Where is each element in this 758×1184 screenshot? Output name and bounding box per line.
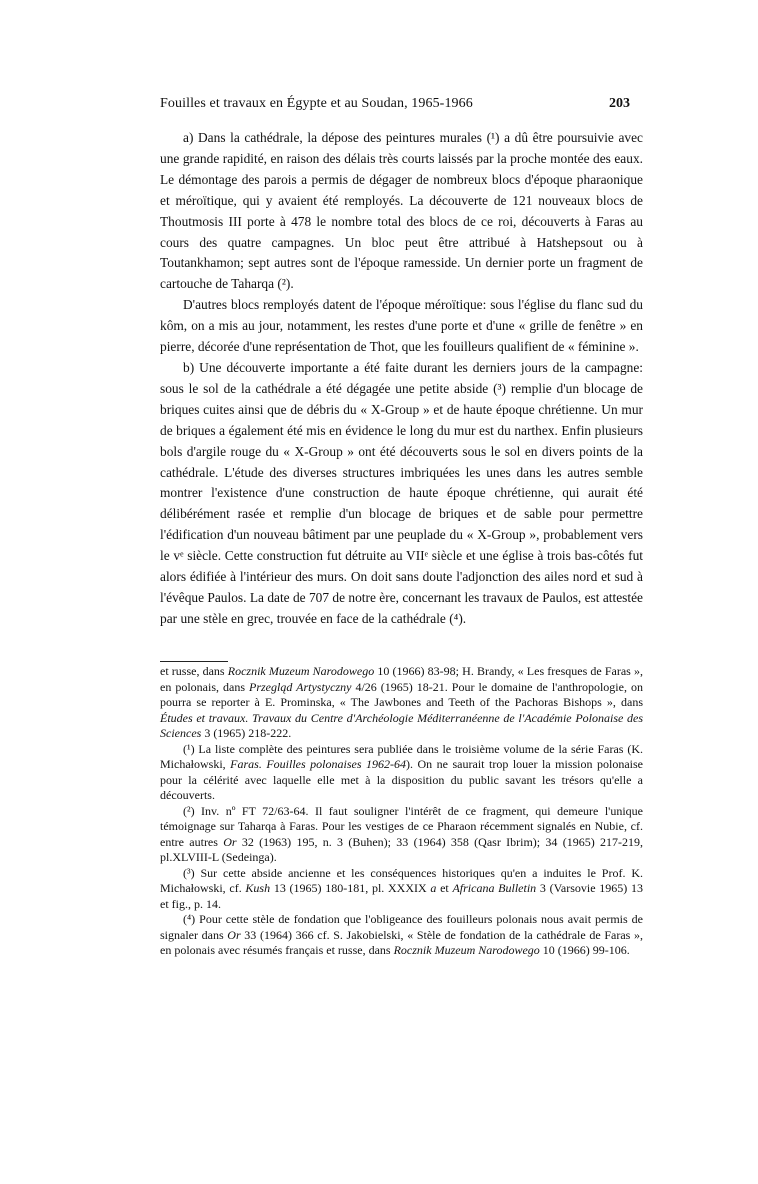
footnotes — [160, 664, 643, 959]
footnote-separator — [160, 661, 228, 662]
main-text — [160, 128, 643, 630]
paragraph-b: b) Une découverte importante a été faite durant les derniers jours de la campagne: sous le sol de la cathédrale a été dégagée une petite abside (³) remplie d'un blocage de briques cuites ainsi que de débris du « X-Group » et de haute époque chrétienne. Un mur de briques a également été mis en évidence le long du mur est du narthex. Enfin plusieurs bols d'argile rouge du « X-Group » ont été découverts sous le sol en divers points de la cathédrale. L'étude des diverses structures imbriquées les unes dans les autres semble montrer l'existence d'une construction de haute époque chrétienne, qui aurait été délibérément rasée et remplie d'un blocage de briques et de sable pour permettre l'édification d'un nouveau bâtiment par une peuplade du « X-Group », probablement vers le vᵉ siècle. Cette construction fut détruite au VIIᵉ siècle et une église à trois bas-côtés fut alors édifiée à l'intérieur des murs. On doit sans doute l'adjonction des ailes nord et sud à l'évêque Paulos. La date de 707 de notre ère, concernant les travaux de Paulos, est attestée par une stèle en grec, trouvée en face de la cathédrale (⁴). — [160, 359, 643, 626]
footnote-2: (²) Inv. nº FT 72/63-64. Il faut souligner l'intérêt de ce fragment, qui demeure l'unique témoignage sur Taharqa à Faras. Pour les vestiges de ce Pharaon récemment signalés en Nubie, cf. entre autres Or 32 (1963) 195, n. 3 (Buhen); 33 (1964) 358 (Qasr Ibrim); 34 (1965) 217-219, pl.XLVIII-L (Sedeinga). — [160, 803, 643, 864]
paragraph-meroitic-blocks: D'autres blocs remployés datent de l'époque méroïtique: sous l'église du flanc sud du kôm, on a mis au jour, notamment, les restes d'une porte et d'une « grille de fenêtre » en pierre, décorée d'une représentation de Thot, que les fouilleurs qualifient de « féminine ». — [160, 297, 643, 355]
paragraph-a: a) Dans la cathédrale, la dépose des peintures murales (¹) a dû être poursuivie avec une grande rapidité, en raison des délais très courts laissés par la proche montée des eaux. Le démontage des parois a permis de dégager de nombreux blocs d'époque pharaonique et méroïtique, qui y avaient été remployés. La découverte de 121 nouveaux blocs de Thoutmosis III porte à 478 le nombre total des blocs de ce roi, découverts à Faras au cours des quatre campagnes. Un bloc peut être attribué à Hatshepsout ou à Toutankhamon; sept autres sont de l'époque ramesside. Un dernier porte un fragment de cartouche de Taharqa (²). — [160, 130, 643, 292]
running-title: Fouilles et travaux en Égypte et au Soudan, 1965-1966 — [160, 96, 473, 111]
footnote-continuation: et russe, dans Rocznik Muzeum Narodowego 10 (1966) 83-98; H. Brandy, « Les fresques de Faras », en polonais, dans Przegląd Artystyczny 4/26 (1965) 18-21. Pour le domaine de l'anthropologie, on pourra se reporter à E. Prominska, « The Jawbones and Teeth of the Pachoras Bishops », dans Études et travaux. Travaux du Centre d'Archéologie Méditerranéenne de l'Académie Polonaise des Sciences 3 (1965) 218-222. — [160, 664, 643, 740]
page-number: 203 — [609, 96, 630, 111]
footnote-3: (³) Sur cette abside ancienne et les conséquences historiques qu'en a induites le Prof. K. Michałowski, cf. Kush 13 (1965) 180-181, pl. XXXIX a et Africana Bulletin 3 (Varsovie 1965) 13 et fig., p. 14. — [160, 865, 644, 911]
footnote-4: (⁴) Pour cette stèle de fondation que l'obligeance des fouilleurs polonais nous avait permis de signaler dans Or 33 (1964) 366 cf. S. Jakobielski, « Stèle de fondation de la cathédrale de Faras », en polonais avec résumés français et russe, dans Rocznik Muzeum Narodowego 10 (1966) 99-106. — [160, 912, 643, 957]
running-header — [160, 96, 630, 112]
footnote-1: (¹) La liste complète des peintures sera publiée dans le troisième volume de la série Faras (K. Michałowski, Faras. Fouilles polonaises 1962-64). On ne saurait trop louer la mission polonaise pour la célérité avec laquelle elle met à la disposition du public savant les trésors qu'elle a découverts. — [160, 741, 643, 802]
